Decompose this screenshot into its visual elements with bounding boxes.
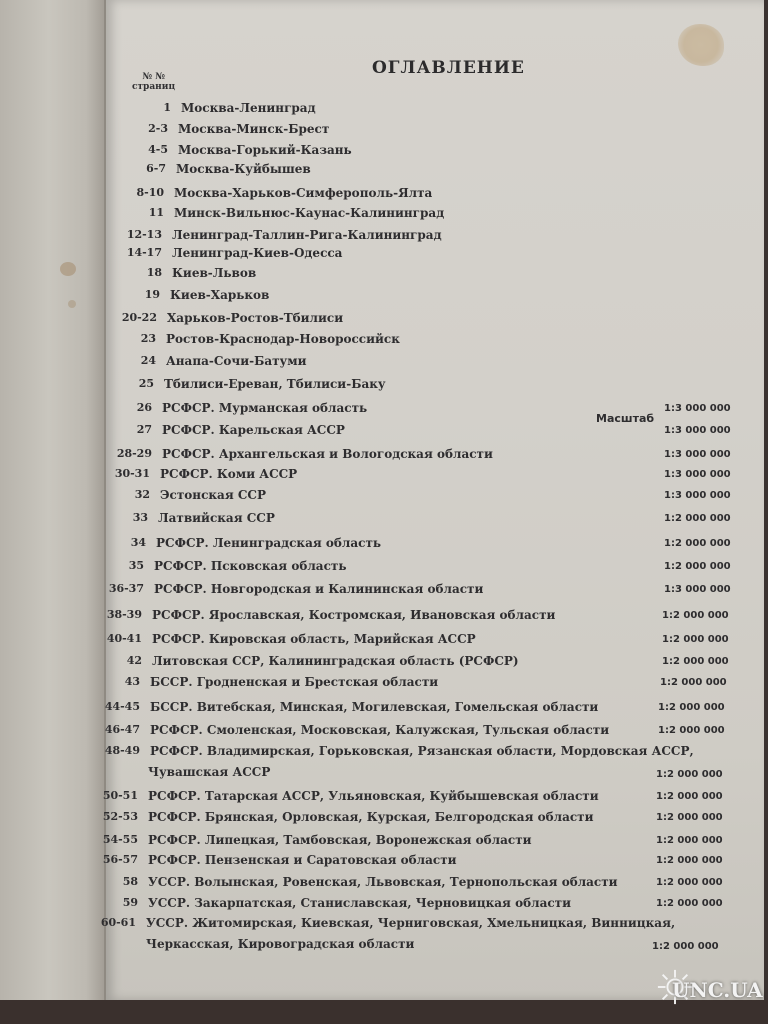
entry-title: РСФСР. Липецкая, Тамбовская, Воронежская области	[148, 833, 532, 847]
toc-entry	[0, 511, 768, 531]
toc-entry	[0, 608, 768, 628]
toc-entry	[0, 875, 768, 895]
toc-entry	[0, 206, 768, 226]
watermark-logo	[656, 966, 766, 1016]
map-scale: 1:2 000 000	[662, 610, 729, 621]
toc-entry	[0, 246, 768, 266]
toc-entry	[0, 467, 768, 487]
entry-title: РСФСР. Новгородская и Калининская области	[154, 582, 484, 596]
toc-entry	[0, 744, 768, 780]
toc-entry	[0, 833, 768, 853]
map-scale: 1:2 000 000	[656, 769, 723, 780]
map-scale: 1:2 000 000	[664, 561, 731, 572]
toc-entry	[0, 101, 768, 121]
map-scale: 1:2 000 000	[664, 538, 731, 549]
page-number: 20-22	[121, 311, 157, 324]
page-number: 46-47	[104, 723, 140, 736]
entry-title: УССР. Закарпатская, Станиславская, Черновицкая области	[148, 896, 571, 910]
map-scale: 1:2 000 000	[662, 656, 729, 667]
toc-entry	[0, 228, 768, 248]
page-number-column-header	[132, 72, 175, 92]
entry-title: Анапа-Сочи-Батуми	[166, 354, 307, 368]
entry-title: Москва-Горький-Казань	[178, 143, 352, 157]
page-bottom-shadow	[0, 1000, 768, 1024]
entry-title: Киев-Львов	[172, 266, 257, 280]
page-number: 1	[163, 101, 171, 114]
entry-title-continued: Черкасская, Кировоградская области	[146, 937, 415, 951]
entry-title: РСФСР. Смоленская, Московская, Калужская, Тульская области	[150, 723, 610, 737]
toc-entry	[0, 559, 768, 579]
entry-title: РСФСР. Псковская область	[154, 559, 347, 573]
entry-title: БССР. Витебская, Минская, Могилевская, Гомельская области	[150, 700, 599, 714]
header-line: страниц	[132, 82, 176, 92]
watermark-text: UNC.UA	[672, 978, 763, 1002]
page-number: 26	[136, 401, 152, 414]
entry-title: РСФСР. Ленинградская область	[156, 536, 382, 550]
page-number: 33	[132, 511, 148, 524]
toc-entry	[0, 723, 768, 743]
toc-entry	[0, 122, 768, 142]
map-scale: 1:3 000 000	[664, 469, 731, 480]
page-number: 4-5	[148, 143, 168, 156]
toc-entry	[0, 288, 768, 308]
page-number: 24	[140, 354, 156, 367]
entry-title: УССР. Житомирская, Киевская, Черниговская, Хмельницкая, Винницкая,	[146, 916, 676, 930]
toc-entry	[0, 632, 768, 652]
entry-title: Литовская ССР, Калининградская область (РСФСР)	[152, 654, 519, 668]
entry-title: Москва-Минск-Брест	[178, 122, 330, 136]
toc-entry	[0, 423, 768, 443]
page-number: 2-3	[148, 122, 168, 135]
page-number: 11	[148, 206, 164, 219]
page-number: 60-61	[100, 916, 136, 929]
map-scale: 1:2 000 000	[656, 898, 723, 909]
entry-title: РСФСР. Владимирская, Горьковская, Рязанская области, Мордовская АССР,	[150, 744, 694, 758]
page-number: 36-37	[108, 582, 144, 595]
paper-stain	[678, 24, 724, 66]
entry-title: Ленинград-Таллин-Рига-Калининград	[172, 228, 442, 242]
entry-title: Москва-Куйбышев	[176, 162, 311, 176]
map-scale: 1:2 000 000	[664, 513, 731, 524]
toc-entry	[0, 916, 768, 952]
toc-entry	[0, 377, 768, 397]
page-number: 48-49	[104, 744, 140, 757]
entry-title: РСФСР. Мурманская область	[162, 401, 368, 415]
toc-entry	[0, 654, 768, 674]
entry-title: Москва-Харьков-Симферополь-Ялта	[174, 186, 433, 200]
entry-title: Харьков-Ростов-Тбилиси	[167, 311, 344, 325]
page-number: 8-10	[136, 186, 164, 199]
page-number: 25	[138, 377, 154, 390]
entry-title: Ленинград-Киев-Одесса	[172, 246, 343, 260]
toc-entry	[0, 789, 768, 809]
page-number: 30-31	[114, 467, 150, 480]
entry-title: УССР. Волынская, Ровенская, Львовская, Тернопольская области	[148, 875, 618, 889]
entry-title: БССР. Гродненская и Брестская области	[150, 675, 439, 689]
map-scale: 1:2 000 000	[660, 677, 727, 688]
map-scale: 1:2 000 000	[662, 634, 729, 645]
entry-title: Тбилиси-Ереван, Тбилиси-Баку	[164, 377, 386, 391]
toc-entry	[0, 332, 768, 352]
page-number: 52-53	[102, 810, 138, 823]
entry-title: Эстонская ССР	[160, 488, 266, 502]
entry-title: Латвийская ССР	[158, 511, 275, 525]
map-scale: 1:3 000 000	[664, 449, 731, 460]
entry-title: РСФСР. Кировская область, Марийская АССР	[152, 632, 476, 646]
page-number: 12-13	[126, 228, 162, 241]
map-scale: 1:2 000 000	[658, 702, 725, 713]
map-scale: 1:2 000 000	[652, 941, 719, 952]
entry-title: Ростов-Краснодар-Новороссийск	[166, 332, 400, 346]
entry-title: РСФСР. Ярославская, Костромская, Ивановская области	[152, 608, 556, 622]
page-number: 56-57	[102, 853, 138, 866]
page-number: 35	[128, 559, 144, 572]
toc-entry	[0, 675, 768, 695]
entry-title: Минск-Вильнюс-Каунас-Калининград	[174, 206, 445, 220]
toc-entry	[0, 810, 768, 830]
toc-entry	[0, 447, 768, 467]
page-number: 40-41	[106, 632, 142, 645]
scale-column-header: Масштаб	[596, 412, 655, 425]
toc-entry	[0, 488, 768, 508]
page-number: 42	[126, 654, 142, 667]
map-scale: 1:2 000 000	[656, 855, 723, 866]
toc-entry	[0, 896, 768, 916]
header-line: № №	[142, 72, 165, 82]
map-scale: 1:3 000 000	[664, 490, 731, 501]
page-title: ОГЛАВЛЕНИЕ	[372, 58, 525, 78]
toc-entry	[0, 853, 768, 873]
page-number: 6-7	[146, 162, 166, 175]
page-number: 23	[140, 332, 156, 345]
page-number: 14-17	[126, 246, 162, 259]
map-scale: 1:2 000 000	[656, 835, 723, 846]
toc-entry	[0, 700, 768, 720]
toc-entry	[0, 536, 768, 556]
entry-title: Москва-Ленинград	[181, 101, 316, 115]
map-scale: 1:3 000 000	[664, 403, 731, 414]
map-scale: 1:3 000 000	[664, 584, 731, 595]
entry-title: РСФСР. Архангельская и Вологодская области	[162, 447, 493, 461]
page-number: 54-55	[102, 833, 138, 846]
entry-title: РСФСР. Карельская АССР	[162, 423, 345, 437]
entry-title: РСФСР. Пензенская и Саратовская области	[148, 853, 457, 867]
map-scale: 1:2 000 000	[658, 725, 725, 736]
toc-entry	[0, 401, 768, 421]
toc-entry	[0, 162, 768, 182]
page-number: 59	[122, 896, 138, 909]
page-number: 43	[124, 675, 140, 688]
entry-title: РСФСР. Коми АССР	[160, 467, 298, 481]
toc-entry	[0, 143, 768, 163]
entry-title: РСФСР. Брянская, Орловская, Курская, Белгородская области	[148, 810, 594, 824]
toc-entry	[0, 186, 768, 206]
page-number: 18	[146, 266, 162, 279]
toc-entry	[0, 354, 768, 374]
map-scale: 1:3 000 000	[664, 425, 731, 436]
toc-entry	[0, 311, 768, 331]
page-number: 34	[130, 536, 146, 549]
entry-title: Киев-Харьков	[170, 288, 270, 302]
page-number: 32	[134, 488, 150, 501]
page-number: 19	[144, 288, 160, 301]
map-scale: 1:2 000 000	[656, 877, 723, 888]
map-scale: 1:2 000 000	[656, 791, 723, 802]
entry-title-continued: Чувашская АССР	[148, 765, 271, 779]
page-number: 27	[136, 423, 152, 436]
page-number: 50-51	[102, 789, 138, 802]
toc-entry	[0, 266, 768, 286]
page-number: 44-45	[104, 700, 140, 713]
page-number: 38-39	[106, 608, 142, 621]
toc-entry	[0, 582, 768, 602]
map-scale: 1:2 000 000	[656, 812, 723, 823]
page-number: 58	[122, 875, 138, 888]
entry-title: РСФСР. Татарская АССР, Ульяновская, Куйбышевская области	[148, 789, 599, 803]
page-number: 28-29	[116, 447, 152, 460]
